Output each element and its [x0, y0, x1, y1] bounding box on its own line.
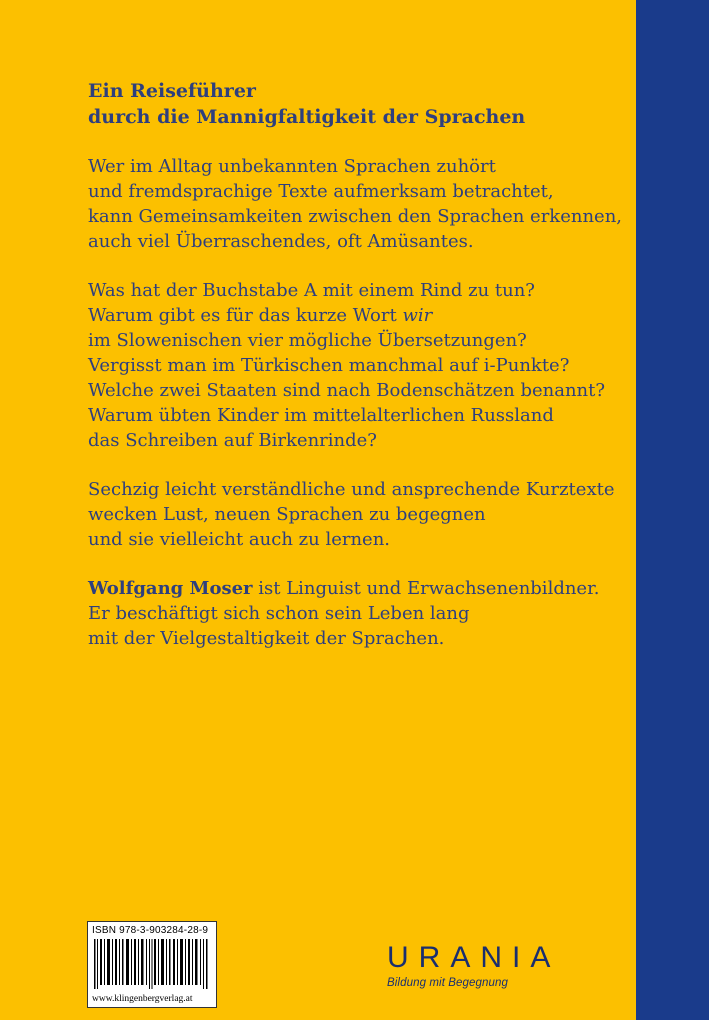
text-line: Welche zwei Staaten sind nach Bodenschätzen benannt?	[88, 380, 606, 401]
text-line: mit der Vielgestaltigkeit der Sprachen.	[88, 628, 445, 649]
publisher-tagline: Bildung mit Begegnung	[387, 977, 509, 989]
text-line: und fremdsprachige Texte aufmerksam betrachtet,	[88, 181, 554, 202]
heading-line-1: Ein Reiseführer	[88, 80, 256, 102]
text-line: wecken Lust, neuen Sprachen zu begegnen	[88, 504, 486, 525]
text-line: das Schreiben auf Birkenrinde?	[88, 430, 377, 451]
barcode-label	[87, 921, 217, 1008]
text-line: und sie vielleicht auch zu lernen.	[88, 529, 391, 550]
author-bio	[88, 576, 628, 651]
text-line: Sechzig leicht verständliche und ansprechende Kurztexte	[88, 479, 615, 500]
text-fragment: Warum gibt es für das kurze Wort	[88, 305, 403, 326]
text-line: kann Gemeinsamkeiten zwischen den Sprachen erkennen,	[88, 206, 623, 227]
text-line: Wer im Alltag unbekannten Sprachen zuhört	[88, 156, 496, 177]
paragraph-intro	[88, 154, 628, 254]
back-cover-text	[88, 78, 628, 675]
text-line: Er beschäftigt sich schon sein Leben lang	[88, 603, 470, 624]
spine-stripe	[636, 0, 709, 1020]
text-fragment: ist Linguist und Erwachsenenbildner.	[252, 578, 600, 599]
text-line: im Slowenischen vier mögliche Übersetzungen?	[88, 330, 527, 351]
text-line: Vergisst man im Türkischen manchmal auf i-Punkte?	[88, 355, 570, 376]
text-line	[88, 576, 628, 601]
publisher-name: URANIA	[387, 941, 561, 974]
publisher-url: www.klingenbergverlag.at	[92, 994, 193, 1004]
text-line: Was hat der Buchstabe A mit einem Rind zu tun?	[88, 280, 535, 301]
paragraph-summary	[88, 477, 628, 552]
isbn-number: ISBN 978-3-903284-28-9	[92, 925, 209, 936]
barcode-icon	[94, 939, 210, 989]
text-line: auch viel Überraschendes, oft Amüsantes.	[88, 231, 474, 252]
publisher-logo	[387, 941, 561, 989]
author-name: Wolfgang Moser	[88, 578, 253, 599]
heading	[88, 78, 628, 130]
text-line	[88, 303, 628, 328]
text-line: Warum übten Kinder im mittelalterlichen Russland	[88, 405, 554, 426]
heading-line-2: durch die Mannigfaltigkeit der Sprachen	[88, 106, 526, 128]
italic-word: wir	[402, 305, 433, 326]
paragraph-questions	[88, 278, 628, 453]
